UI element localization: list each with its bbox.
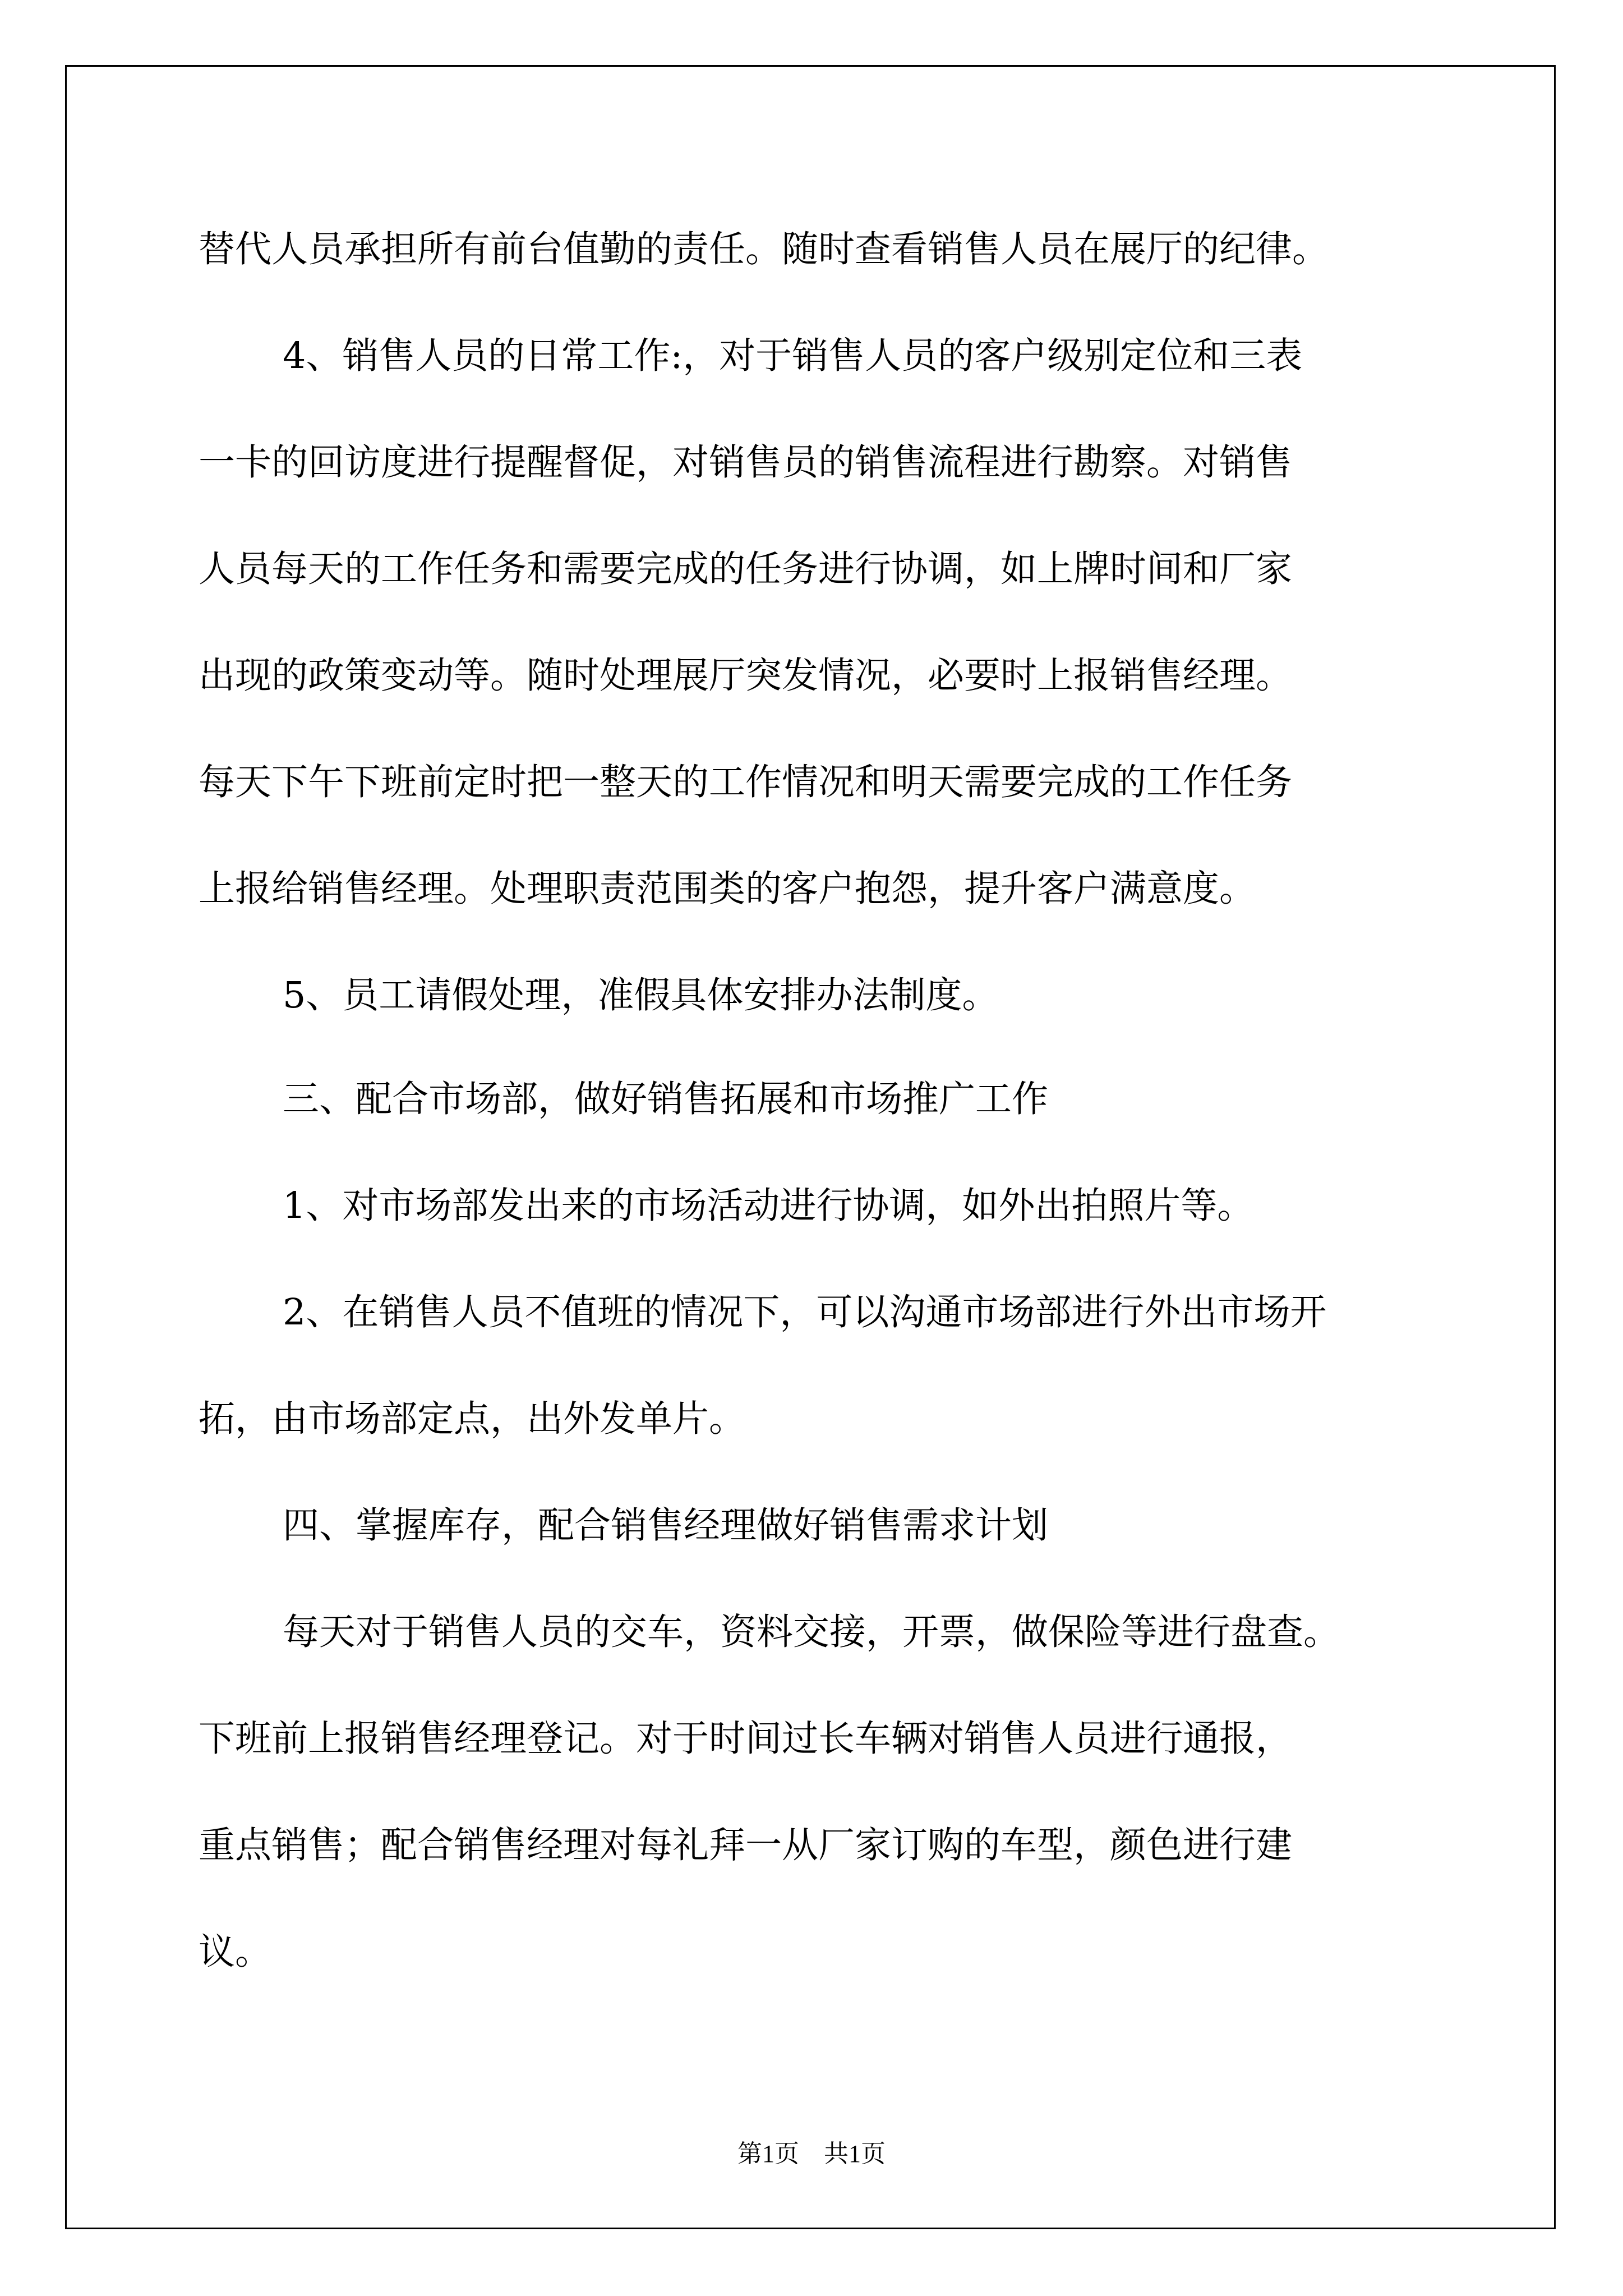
text-line: 一卡的回访度进行提醒督促，对销售员的销售流程进行勘察。对销售	[199, 441, 1293, 484]
page-border	[65, 65, 1556, 2229]
text-line: 5、员工请假处理，准假具体安排办法制度。	[283, 974, 999, 1016]
text-line: 每天下午下班前定时把一整天的工作情况和明天需要完成的工作任务	[199, 761, 1293, 803]
page-number-total: 共1页	[824, 2140, 886, 2168]
page-footer	[0, 2137, 1623, 2171]
text-line: 上报给销售经理。处理职责范围类的客户抱怨，提升客户满意度。	[199, 868, 1256, 910]
text-line: 1、对市场部发出来的市场活动进行协调，如外出拍照片等。	[283, 1185, 1254, 1227]
text-line: 4、销售人员的日常工作:，对于销售人员的客户级别定位和三表	[283, 335, 1303, 377]
text-line: 重点销售；配合销售经理对每礼拜一从厂家订购的车型，颜色进行建	[199, 1824, 1293, 1866]
text-line: 拓，由市场部定点，出外发单片。	[199, 1398, 746, 1440]
text-line: 出现的政策变动等。随时处理展厅突发情况，必要时上报销售经理。	[199, 655, 1293, 697]
page-number-current: 第1页	[737, 2140, 799, 2168]
text-line: 2、在销售人员不值班的情况下，可以沟通市场部进行外出市场开	[283, 1291, 1327, 1333]
text-line: 替代人员承担所有前台值勤的责任。随时查看销售人员在展厅的纪律。	[199, 228, 1329, 270]
text-line: 议。	[199, 1931, 272, 1973]
section-heading: 三、配合市场部，做好销售拓展和市场推广工作	[283, 1078, 1049, 1120]
text-line: 人员每天的工作任务和需要完成的任务进行协调，如上牌时间和厂家	[199, 548, 1293, 590]
section-heading: 四、掌握库存，配合销售经理做好销售需求计划	[283, 1504, 1049, 1547]
text-line: 下班前上报销售经理登记。对于时间过长车辆对销售人员进行通报，	[199, 1718, 1293, 1760]
text-line: 每天对于销售人员的交车，资料交接，开票，做保险等进行盘查。	[283, 1611, 1340, 1653]
